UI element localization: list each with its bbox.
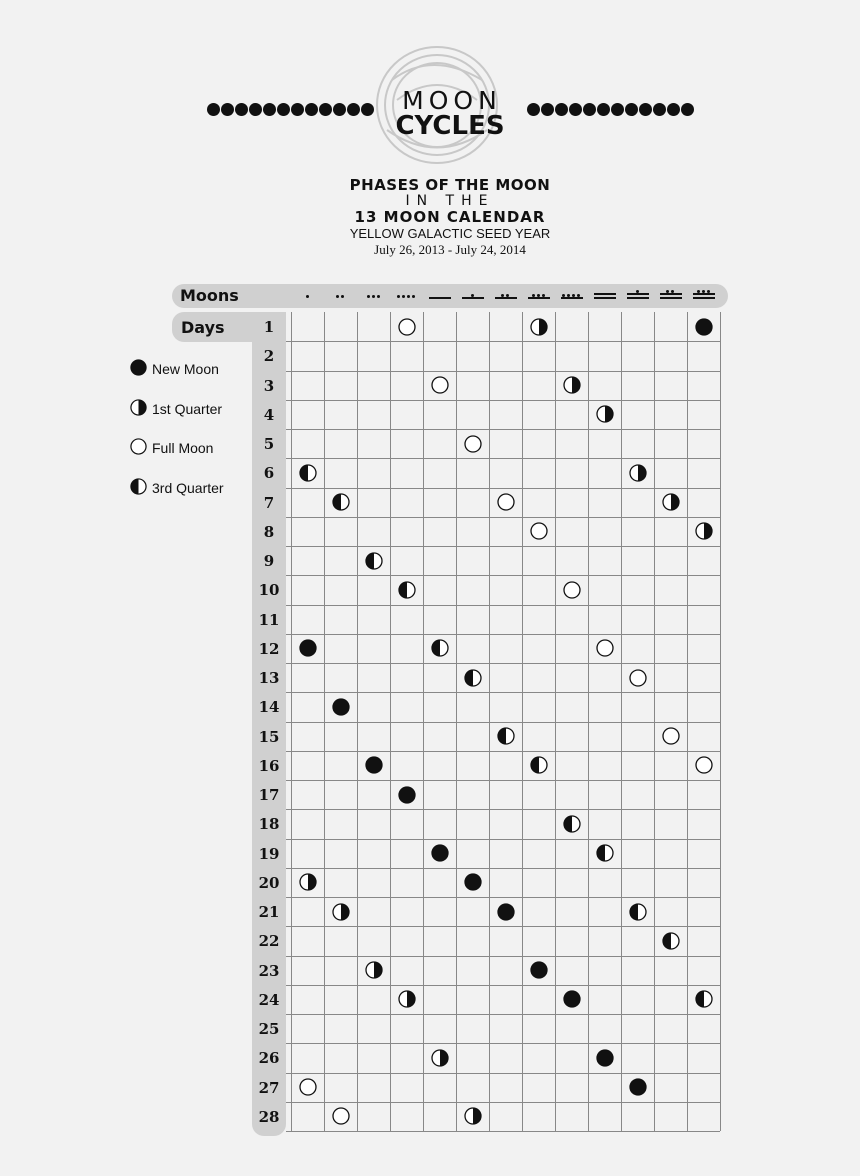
day-number: 18 — [258, 815, 280, 834]
day-number: 2 — [263, 347, 275, 366]
day-number: 28 — [258, 1107, 280, 1126]
day-number: 14 — [258, 698, 280, 717]
grid-row-line — [286, 517, 720, 518]
day-number: 22 — [258, 932, 280, 951]
grid-row-line — [286, 985, 720, 986]
grid-row-line — [286, 634, 720, 635]
moon-numeral-4-icon — [393, 284, 421, 308]
grid-row-line — [286, 371, 720, 372]
grid-row-line — [286, 400, 720, 401]
new-moon-icon — [464, 873, 479, 888]
new-moon-icon — [299, 639, 314, 654]
first-moon-icon — [530, 318, 545, 333]
day-number: 3 — [263, 376, 275, 395]
moon-numeral-5-icon — [426, 284, 454, 308]
grid-column-line — [720, 312, 721, 1131]
new-moon-icon — [365, 756, 380, 771]
day-number: 27 — [258, 1078, 280, 1097]
grid-row-line — [286, 751, 720, 752]
moon-numeral-11-icon — [624, 284, 652, 308]
legend-item-third — [130, 478, 224, 498]
first-moon-icon — [629, 464, 644, 479]
moon-numeral-12-icon — [657, 284, 685, 308]
third-moon-icon — [464, 669, 479, 684]
grid-row-line — [286, 839, 720, 840]
moon-numeral-2-icon — [327, 284, 355, 308]
day-number: 11 — [258, 610, 280, 629]
first-moon-icon — [596, 405, 611, 420]
grid-row-line — [286, 1043, 720, 1044]
day-number: 24 — [258, 990, 280, 1009]
moon-numeral-1-icon — [294, 284, 322, 308]
grid-row-line — [286, 692, 720, 693]
day-number: 21 — [258, 903, 280, 921]
grid-row-line — [286, 897, 720, 898]
grid-row-line — [286, 956, 720, 957]
logo-cycles-text: CYCLES — [395, 111, 505, 141]
full-moon-icon — [695, 756, 710, 771]
new-moon-icon — [497, 903, 512, 918]
first-moon-icon — [299, 873, 314, 888]
grid-row-line — [286, 1014, 720, 1015]
day-number: 6 — [263, 464, 275, 483]
third-moon-icon — [332, 493, 347, 508]
third-moon-icon — [130, 478, 152, 498]
grid-row-line — [286, 926, 720, 927]
new-moon-icon — [629, 1078, 644, 1093]
third-moon-icon — [365, 552, 380, 567]
day-number: 9 — [263, 552, 275, 570]
first-moon-icon — [563, 376, 578, 391]
third-moon-icon — [563, 815, 578, 830]
logo-moon-text: MOON — [402, 86, 502, 115]
new-moon-icon — [695, 318, 710, 333]
moon-numeral-8-icon — [525, 284, 553, 308]
day-number: 17 — [258, 786, 280, 804]
moon-numeral-6-icon — [459, 284, 487, 308]
full-moon-icon — [563, 581, 578, 596]
grid-row-line — [286, 1073, 720, 1074]
grid-row-line — [286, 458, 720, 459]
grid-row-line — [286, 809, 720, 810]
day-number: 7 — [263, 493, 275, 512]
full-moon-icon — [398, 318, 413, 333]
day-number: 12 — [258, 639, 280, 658]
full-moon-icon — [629, 669, 644, 684]
title-line-2: IN THE — [405, 193, 495, 209]
day-number: 8 — [263, 522, 275, 541]
day-number: 1 — [263, 318, 275, 336]
new-moon-icon — [563, 990, 578, 1005]
title-line-3: 13 MOON CALENDAR — [354, 208, 546, 226]
day-number: 16 — [258, 756, 280, 775]
legend-label: Full Moon — [152, 440, 214, 456]
legend-item-new — [130, 359, 219, 379]
first-moon-icon — [130, 399, 152, 419]
third-moon-icon — [530, 756, 545, 771]
moon-numeral-13-icon — [690, 284, 718, 308]
grid-row-line — [286, 429, 720, 430]
title-line-1: PHASES OF THE MOON — [349, 176, 551, 194]
grid-row-line — [286, 488, 720, 489]
first-moon-icon — [662, 493, 677, 508]
third-moon-icon — [299, 464, 314, 479]
first-moon-icon — [695, 522, 710, 537]
moon-numeral-3-icon — [360, 284, 388, 308]
full-moon-icon — [497, 493, 512, 508]
moon-numeral-10-icon — [591, 284, 619, 308]
full-moon-icon — [530, 522, 545, 537]
moon-numeral-9-icon — [558, 284, 586, 308]
new-moon-icon — [596, 1049, 611, 1064]
new-moon-icon — [431, 844, 446, 859]
legend-label: 3rd Quarter — [152, 479, 224, 496]
third-moon-icon — [629, 903, 644, 918]
full-moon-icon — [464, 435, 479, 450]
new-moon-icon — [398, 786, 413, 801]
title-block — [250, 176, 650, 258]
legend-item-first — [130, 399, 222, 419]
full-moon-icon — [332, 1107, 347, 1122]
day-number: 19 — [258, 844, 280, 863]
day-number: 5 — [263, 435, 275, 453]
full-moon-icon — [662, 727, 677, 742]
days-label: Days — [181, 318, 225, 337]
day-number: 26 — [258, 1049, 280, 1068]
day-number: 4 — [263, 405, 275, 424]
grid-row-line — [286, 722, 720, 723]
new-moon-icon — [530, 961, 545, 976]
third-moon-icon — [662, 932, 677, 947]
grid-row-line — [286, 605, 720, 606]
grid-row-line — [286, 868, 720, 869]
full-moon-icon — [130, 438, 152, 458]
third-moon-icon — [695, 990, 710, 1005]
subtitle-year: YELLOW GALACTIC SEED YEAR — [349, 226, 551, 241]
grid-row-line — [286, 546, 720, 547]
day-number: 10 — [258, 581, 280, 600]
grid-row-line — [286, 575, 720, 576]
third-moon-icon — [497, 727, 512, 742]
day-number: 20 — [258, 873, 280, 892]
legend-label: 1st Quarter — [152, 400, 223, 417]
new-moon-icon — [332, 698, 347, 713]
first-moon-icon — [365, 961, 380, 976]
day-number: 15 — [258, 727, 280, 746]
third-moon-icon — [596, 844, 611, 859]
moon-numeral-7-icon — [492, 284, 520, 308]
full-moon-icon — [299, 1078, 314, 1093]
grid-row-line — [286, 1102, 720, 1103]
first-moon-icon — [332, 903, 347, 918]
full-moon-icon — [596, 639, 611, 654]
grid-row-line — [286, 1131, 720, 1132]
first-moon-icon — [464, 1107, 479, 1122]
grid-row-line — [286, 780, 720, 781]
right-dots-ornament — [527, 103, 694, 116]
moons-label: Moons — [180, 286, 239, 305]
grid-row-line — [286, 663, 720, 664]
third-moon-icon — [431, 639, 446, 654]
full-moon-icon — [431, 376, 446, 391]
legend-label: New Moon — [152, 361, 219, 377]
grid-row-line — [286, 341, 720, 342]
third-moon-icon — [398, 581, 413, 596]
day-number: 25 — [258, 1020, 280, 1038]
day-number: 23 — [258, 961, 280, 980]
day-number: 13 — [258, 669, 280, 687]
left-dots-ornament — [207, 103, 374, 116]
new-moon-icon — [130, 359, 152, 379]
first-moon-icon — [431, 1049, 446, 1064]
legend-item-full — [130, 438, 213, 458]
first-moon-icon — [398, 990, 413, 1005]
subtitle-dates: July 26, 2013 - July 24, 2014 — [374, 242, 526, 257]
